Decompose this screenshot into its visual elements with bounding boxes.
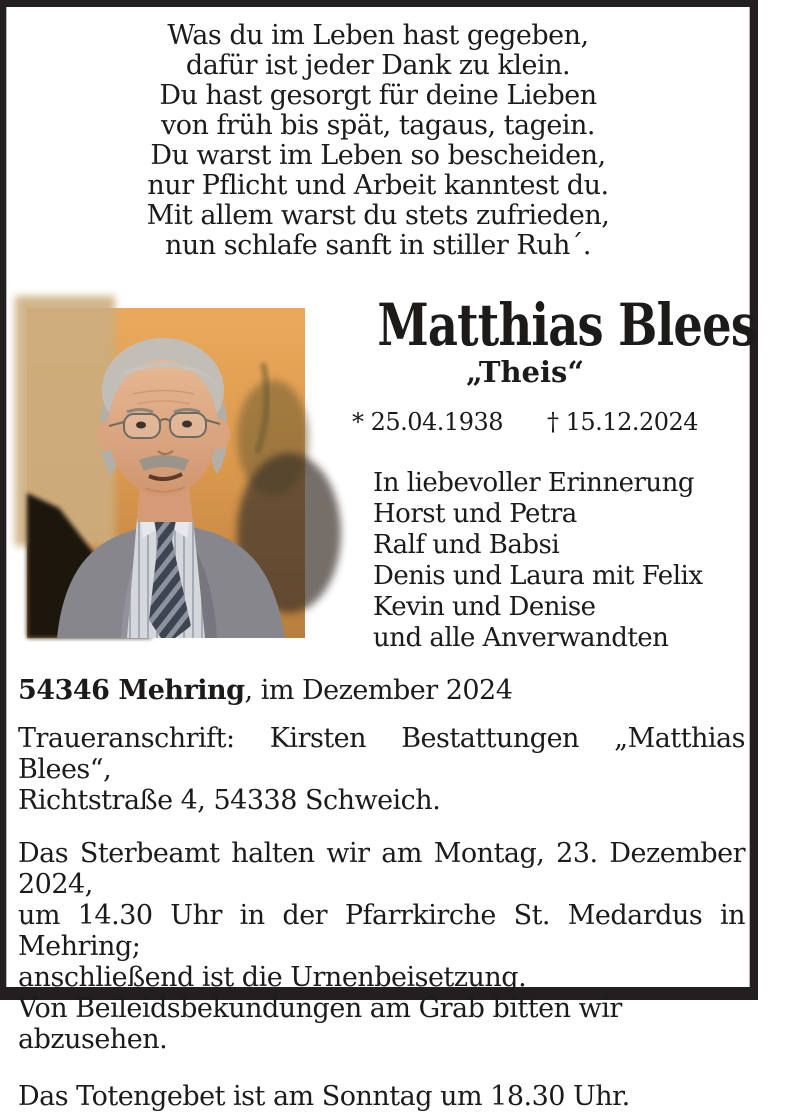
text-line: Ralf und Babsi xyxy=(373,530,560,560)
text-line: In liebevoller Erinnerung xyxy=(373,468,695,498)
text-line: Traueranschrift: Kirsten Bestattungen „Matthias Blees“, xyxy=(18,723,745,785)
text-line: Mit allem warst du stets zufrieden, xyxy=(146,200,610,231)
text-line: dafür ist jeder Dank zu klein. xyxy=(185,50,571,81)
text-line: Was du im Leben hast gegeben, xyxy=(167,20,589,51)
condolence-address xyxy=(18,723,745,816)
portrait-illustration xyxy=(27,308,305,638)
funeral-details xyxy=(18,675,745,1112)
prayer-info: Das Totengebet ist am Sonntag um 18.30 Uhr. xyxy=(18,1081,630,1112)
mourners-list xyxy=(373,468,720,654)
deceased-nickname: „Theis“ xyxy=(465,355,585,389)
deceased-info xyxy=(330,291,757,654)
place-date-line xyxy=(18,675,745,706)
text-line: Horst und Petra xyxy=(373,499,577,529)
text-line: nun schlafe sanft in stiller Ruh´. xyxy=(164,230,592,261)
text-line: Kevin und Denise xyxy=(373,592,596,622)
service-info xyxy=(18,838,745,1055)
text-line: anschließend ist die Urnenbeisetzung. xyxy=(18,962,527,993)
life-dates xyxy=(330,408,720,436)
birth-date: * 25.04.1938 xyxy=(351,408,503,436)
text-line: nur Pflicht und Arbeit kanntest du. xyxy=(147,170,609,201)
text-line: Von Beileidsbekundungen am Grab bitten wir abzusehen. xyxy=(18,993,622,1055)
text-line: Du hast gesorgt für deine Lieben xyxy=(159,80,597,111)
deceased-name xyxy=(330,291,757,359)
deceased-name-text: Matthias Blees xyxy=(377,291,757,359)
memorial-poem xyxy=(6,21,750,261)
place-name: 54346 Mehring xyxy=(18,675,245,706)
text-line: Richtstraße 4, 54338 Schweich. xyxy=(18,785,441,816)
death-date: † 15.12.2024 xyxy=(547,408,699,436)
portrait-photo xyxy=(27,308,305,638)
place-date-rest: , im Dezember 2024 xyxy=(244,675,513,706)
text-line: und alle Anverwandten xyxy=(373,623,669,653)
text-line: um 14.30 Uhr in der Pfarrkirche St. Medardus in Mehring; xyxy=(18,900,745,962)
text-line: Das Sterbeamt halten wir am Montag, 23. Dezember 2024, xyxy=(18,838,745,900)
text-line: Du warst im Leben so bescheiden, xyxy=(150,140,606,171)
text-line: von früh bis spät, tagaus, tagein. xyxy=(161,110,595,141)
text-line: Denis und Laura mit Felix xyxy=(373,561,703,591)
